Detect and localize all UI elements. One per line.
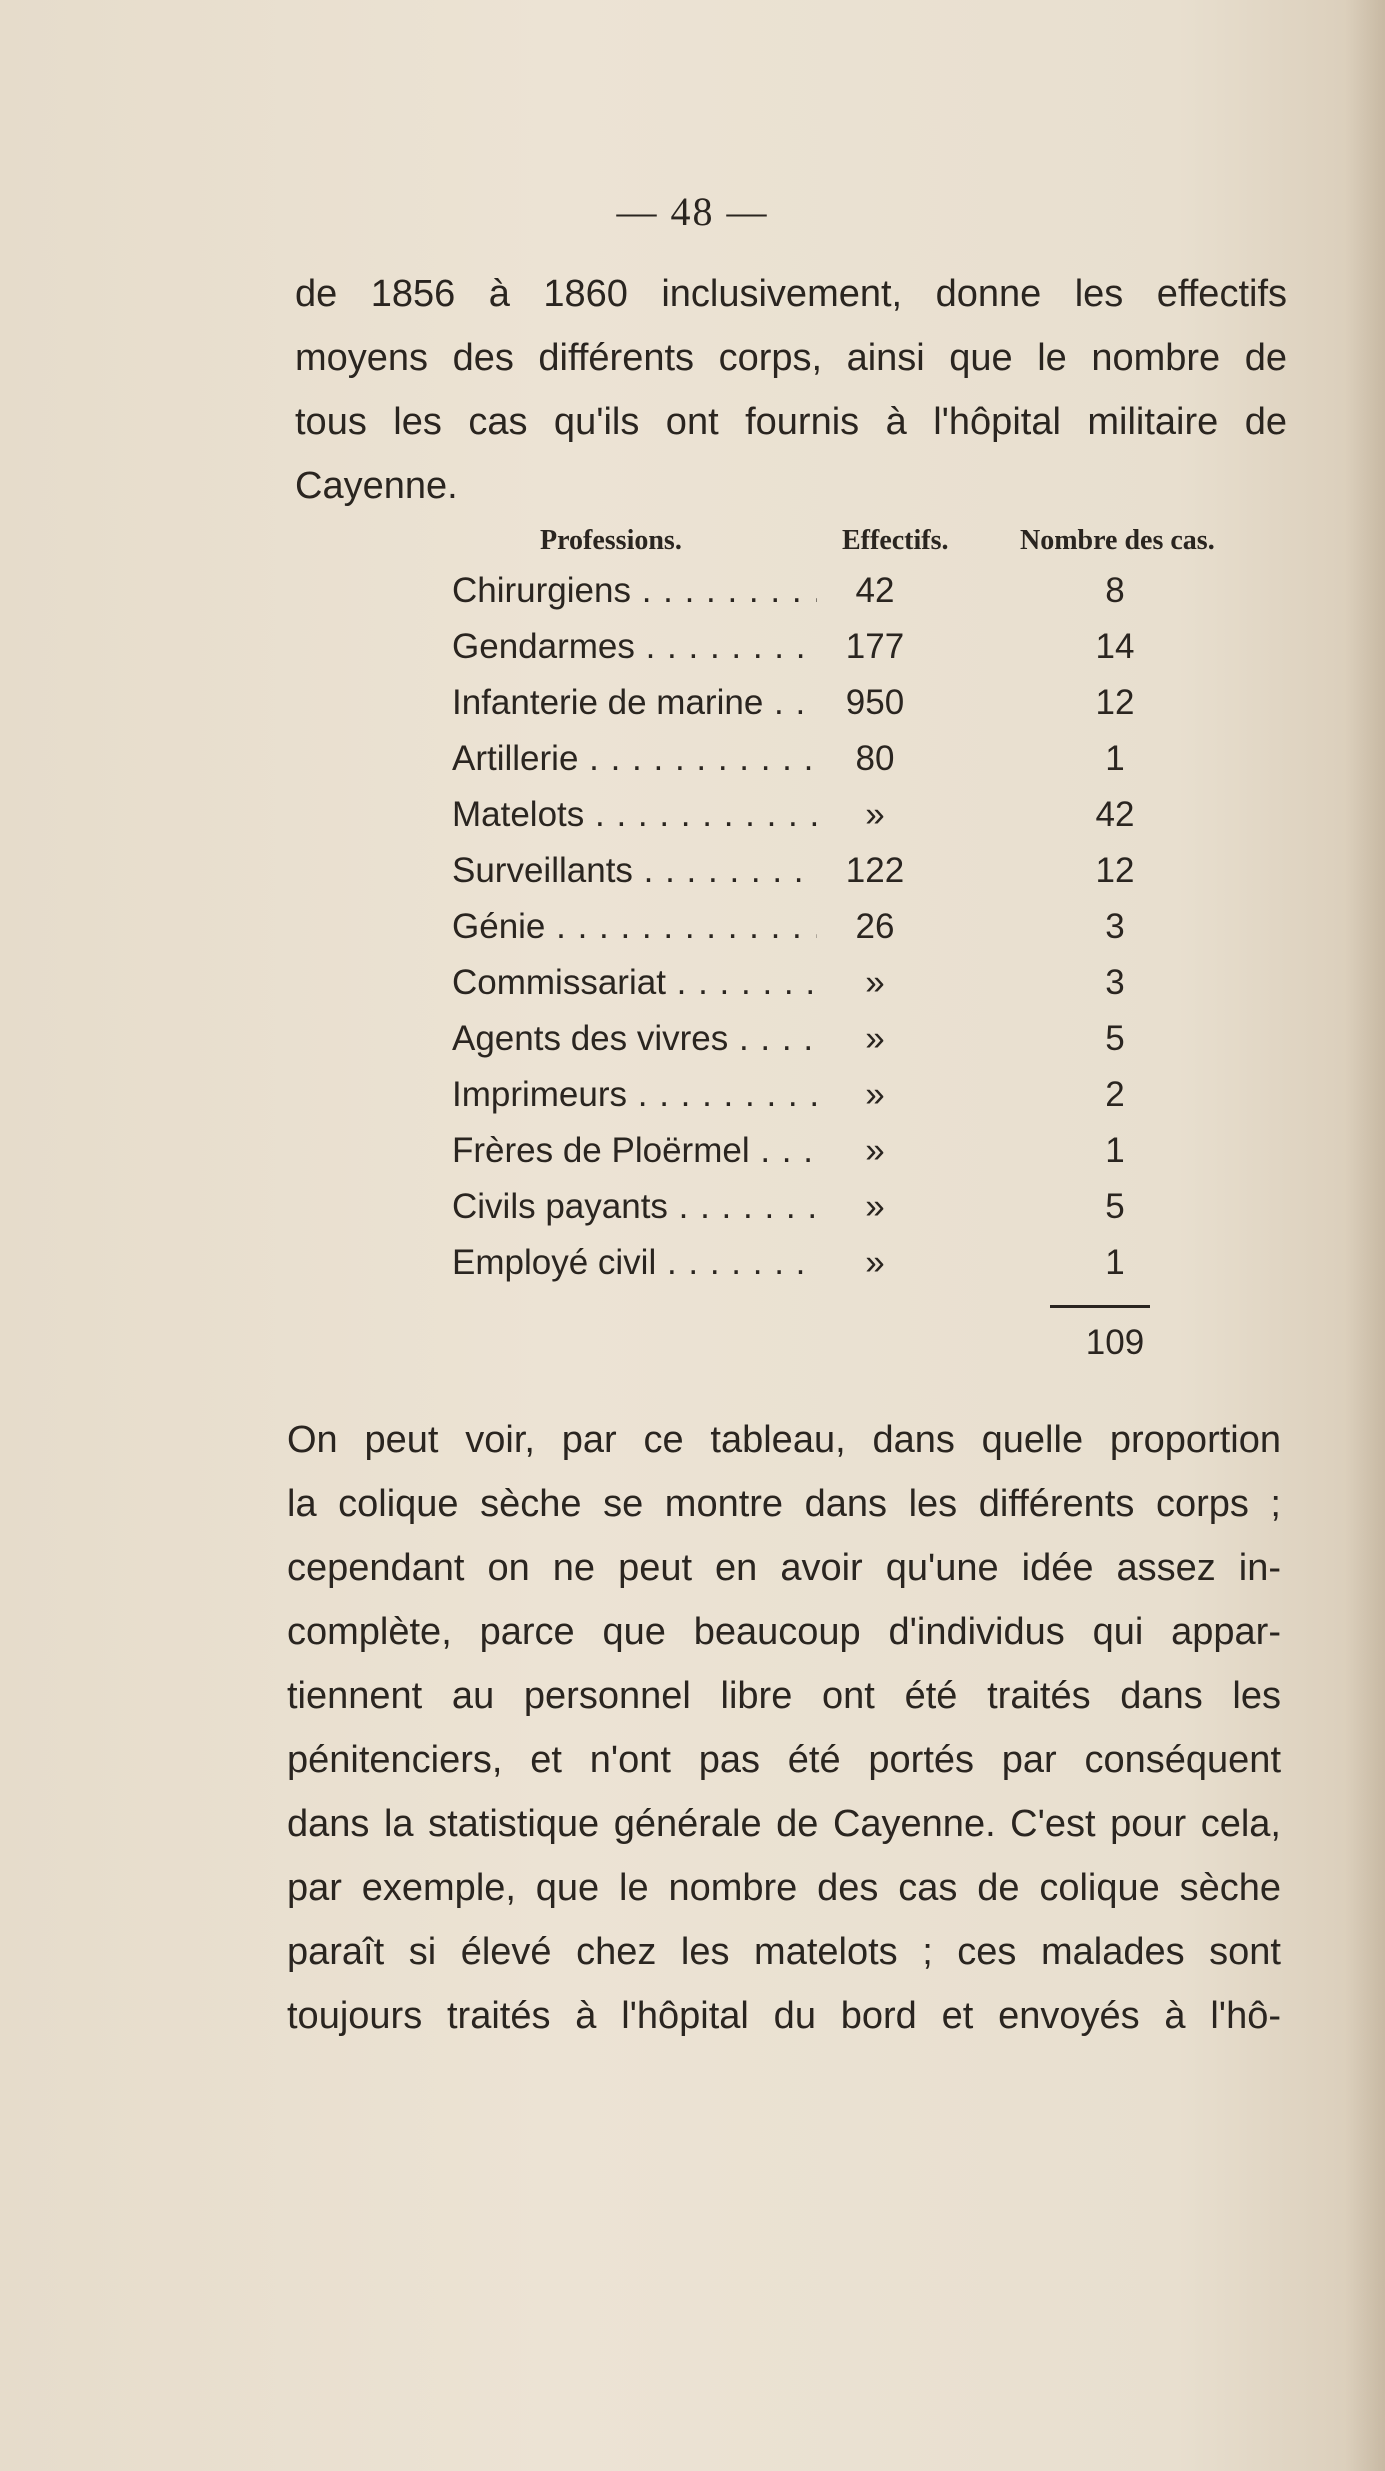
text-line: dans la statistique générale de Cayenne. C'est pour cela, xyxy=(287,1803,1281,1845)
table-row xyxy=(0,787,1385,843)
table-row xyxy=(0,1011,1385,1067)
profession-cell: Surveillants . . . xyxy=(452,843,817,899)
page-number: — 48 — xyxy=(616,189,769,234)
text-line: Cayenne. xyxy=(295,465,458,507)
profession-cell: Artillerie . . . xyxy=(452,731,817,787)
profession-cell: Chirurgiens . . . xyxy=(452,563,817,619)
table-row xyxy=(0,843,1385,899)
effectifs-cell: 950 xyxy=(845,683,905,722)
text-line: tous les cas qu'ils ont fournis à l'hôpital militaire de xyxy=(295,401,1287,443)
effectifs-cell: » xyxy=(865,795,885,834)
profession-cell: Frères de Ploërmel . . . xyxy=(452,1123,817,1179)
cas-cell: 12 xyxy=(1095,851,1135,890)
cas-cell: 1 xyxy=(1105,739,1125,778)
effectifs-cell: » xyxy=(865,1187,885,1226)
effectifs-cell: » xyxy=(865,1019,885,1058)
text-line: moyens des différents corps, ainsi que le nombre de xyxy=(295,337,1287,379)
profession-cell: Agents des vivres . . . xyxy=(452,1011,817,1067)
text-line: complète, parce que beaucoup d'individus qui appar- xyxy=(287,1611,1281,1653)
cas-cell: 8 xyxy=(1105,571,1125,610)
table-row xyxy=(0,899,1385,955)
table-row xyxy=(0,619,1385,675)
total-cas: 109 xyxy=(1085,1323,1145,1362)
effectifs-cell: 26 xyxy=(855,907,895,946)
table-row xyxy=(0,1235,1385,1291)
profession-cell: Imprimeurs . . . xyxy=(452,1067,817,1123)
cas-cell: 5 xyxy=(1105,1019,1125,1058)
total-rule xyxy=(1050,1305,1150,1308)
profession-cell: Employé civil . . . xyxy=(452,1235,817,1291)
effectifs-cell: » xyxy=(865,1075,885,1114)
cas-cell: 1 xyxy=(1105,1243,1125,1282)
table-row xyxy=(0,675,1385,731)
cas-cell: 3 xyxy=(1105,907,1125,946)
cas-cell: 14 xyxy=(1095,627,1135,666)
table-row xyxy=(0,1179,1385,1235)
intro-paragraph xyxy=(295,262,1287,518)
table-row xyxy=(0,1123,1385,1179)
profession-cell: Matelots . . . xyxy=(452,787,817,843)
cas-cell: 2 xyxy=(1105,1075,1125,1114)
professions-table xyxy=(0,525,1385,1375)
effectifs-cell: 42 xyxy=(855,571,895,610)
cas-cell: 5 xyxy=(1105,1187,1125,1226)
header-effectifs: Effectifs. xyxy=(842,525,949,556)
table-row xyxy=(0,955,1385,1011)
effectifs-cell: 80 xyxy=(855,739,895,778)
cas-cell: 42 xyxy=(1095,795,1135,834)
cas-cell: 3 xyxy=(1105,963,1125,1002)
text-line: pénitenciers, et n'ont pas été portés par conséquent xyxy=(287,1739,1281,1781)
text-line: toujours traités à l'hôpital du bord et envoyés à l'hô- xyxy=(287,1995,1281,2037)
table-row xyxy=(0,1067,1385,1123)
profession-cell: Civils payants . . . xyxy=(452,1179,817,1235)
effectifs-cell: » xyxy=(865,963,885,1002)
cas-cell: 12 xyxy=(1095,683,1135,722)
profession-cell: Infanterie de marine . . . xyxy=(452,675,817,731)
effectifs-cell: 177 xyxy=(845,627,905,666)
effectifs-cell: 122 xyxy=(845,851,905,890)
profession-cell: Génie . . . xyxy=(452,899,817,955)
text-line: On peut voir, par ce tableau, dans quelle proportion xyxy=(287,1419,1281,1461)
profession-cell: Commissariat . . . xyxy=(452,955,817,1011)
text-line: la colique sèche se montre dans les différents corps ; xyxy=(287,1483,1281,1525)
header-nombre-des-cas: Nombre des cas. xyxy=(1020,525,1215,556)
effectifs-cell: » xyxy=(865,1243,885,1282)
header-professions: Professions. xyxy=(540,525,682,556)
page-edge-shadow xyxy=(1345,0,1385,2471)
text-line: cependant on ne peut en avoir qu'une idée assez in- xyxy=(287,1547,1281,1589)
profession-cell: Gendarmes . . . xyxy=(452,619,817,675)
text-line: paraît si élevé chez les matelots ; ces malades sont xyxy=(287,1931,1281,1973)
commentary-paragraph xyxy=(287,1408,1281,2048)
cas-cell: 1 xyxy=(1105,1131,1125,1170)
effectifs-cell: » xyxy=(865,1131,885,1170)
table-row xyxy=(0,731,1385,787)
text-line: tiennent au personnel libre ont été traités dans les xyxy=(287,1675,1281,1717)
text-line: par exemple, que le nombre des cas de colique sèche xyxy=(287,1867,1281,1909)
table-row xyxy=(0,563,1385,619)
text-line: de 1856 à 1860 inclusivement, donne les effectifs xyxy=(295,273,1287,315)
